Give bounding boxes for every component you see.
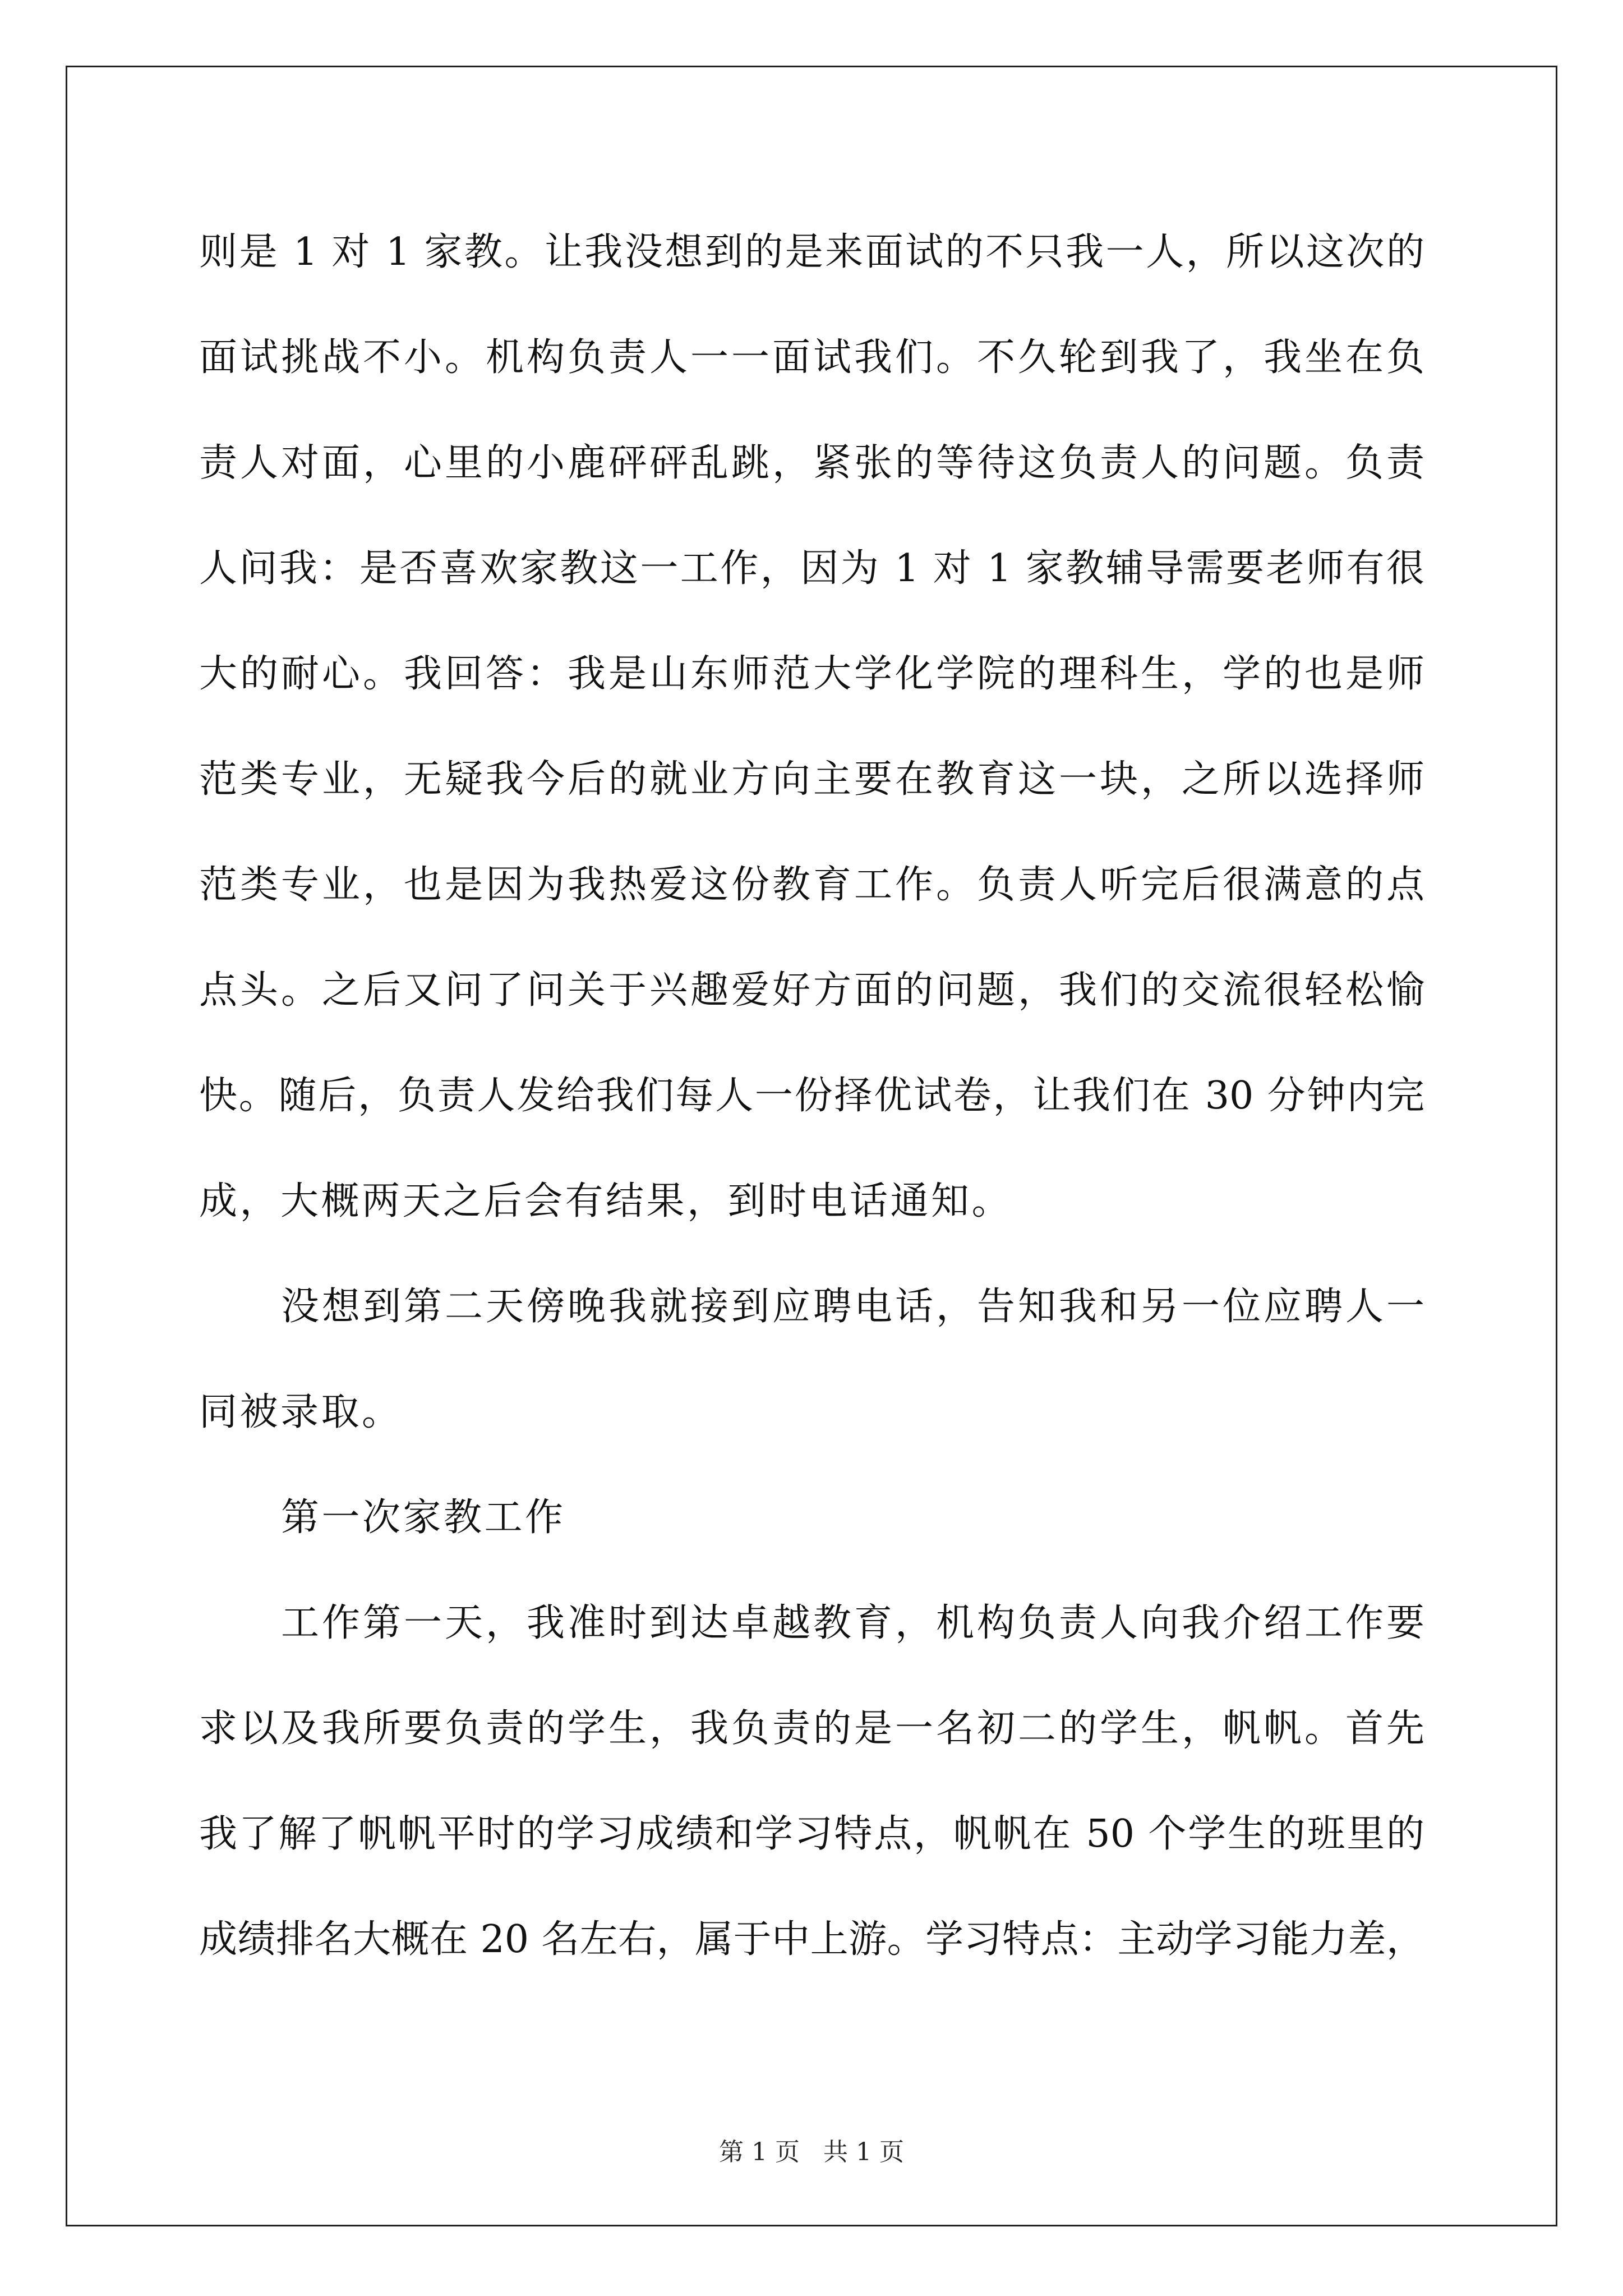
text-line: 范类专业，也是因为我热爱这份教育工作。负责人听完后很满意的点: [199, 863, 1424, 907]
text-line: 大的耐心。我回答：我是山东师范大学化学院的理科生，学的也是师: [199, 652, 1424, 696]
text-line: 责人对面，心里的小鹿砰砰乱跳，紧张的等待这负责人的问题。负责: [199, 441, 1424, 485]
page-number-footer: 第 1 页 共 1 页: [719, 2138, 904, 2166]
text-line: 同被录取。: [199, 1390, 403, 1434]
text-line: 成绩排名大概在 20 名左右，属于中上游。学习特点：主动学习能力差，: [199, 1917, 1424, 1962]
text-line: 我了解了帆帆平时的学习成绩和学习特点，帆帆在 50 个学生的班里的: [199, 1812, 1424, 1856]
text-line: 成，大概两天之后会有结果，到时电话通知。: [199, 1179, 1013, 1223]
text-line: 快。随后，负责人发给我们每人一份择优试卷，让我们在 30 分钟内完: [199, 1074, 1424, 1118]
section-heading: 第一次家教工作: [281, 1496, 566, 1540]
document-body: [199, 200, 1424, 1993]
text-line: 人问我：是否喜欢家教这一工作，因为 1 对 1 家教辅导需要老师有很: [199, 546, 1424, 591]
paragraph-start-line: 工作第一天，我准时到达卓越教育，机构负责人向我介绍工作要: [281, 1601, 1424, 1645]
text-line: 范类专业，无疑我今后的就业方向主要在教育这一块，之所以选择师: [199, 757, 1424, 802]
text-line: 求以及我所要负责的学生，我负责的是一名初二的学生，帆帆。首先: [199, 1706, 1424, 1751]
text-line: 面试挑战不小。机构负责人一一面试我们。不久轮到我了，我坐在负: [199, 335, 1424, 380]
text-line: 点头。之后又问了问关于兴趣爱好方面的问题，我们的交流很轻松愉: [199, 968, 1424, 1013]
paragraph-start-line: 没想到第二天傍晚我就接到应聘电话，告知我和另一位应聘人一: [281, 1285, 1424, 1329]
text-line: 则是 1 对 1 家教。让我没想到的是来面试的不只我一人，所以这次的: [199, 230, 1424, 274]
